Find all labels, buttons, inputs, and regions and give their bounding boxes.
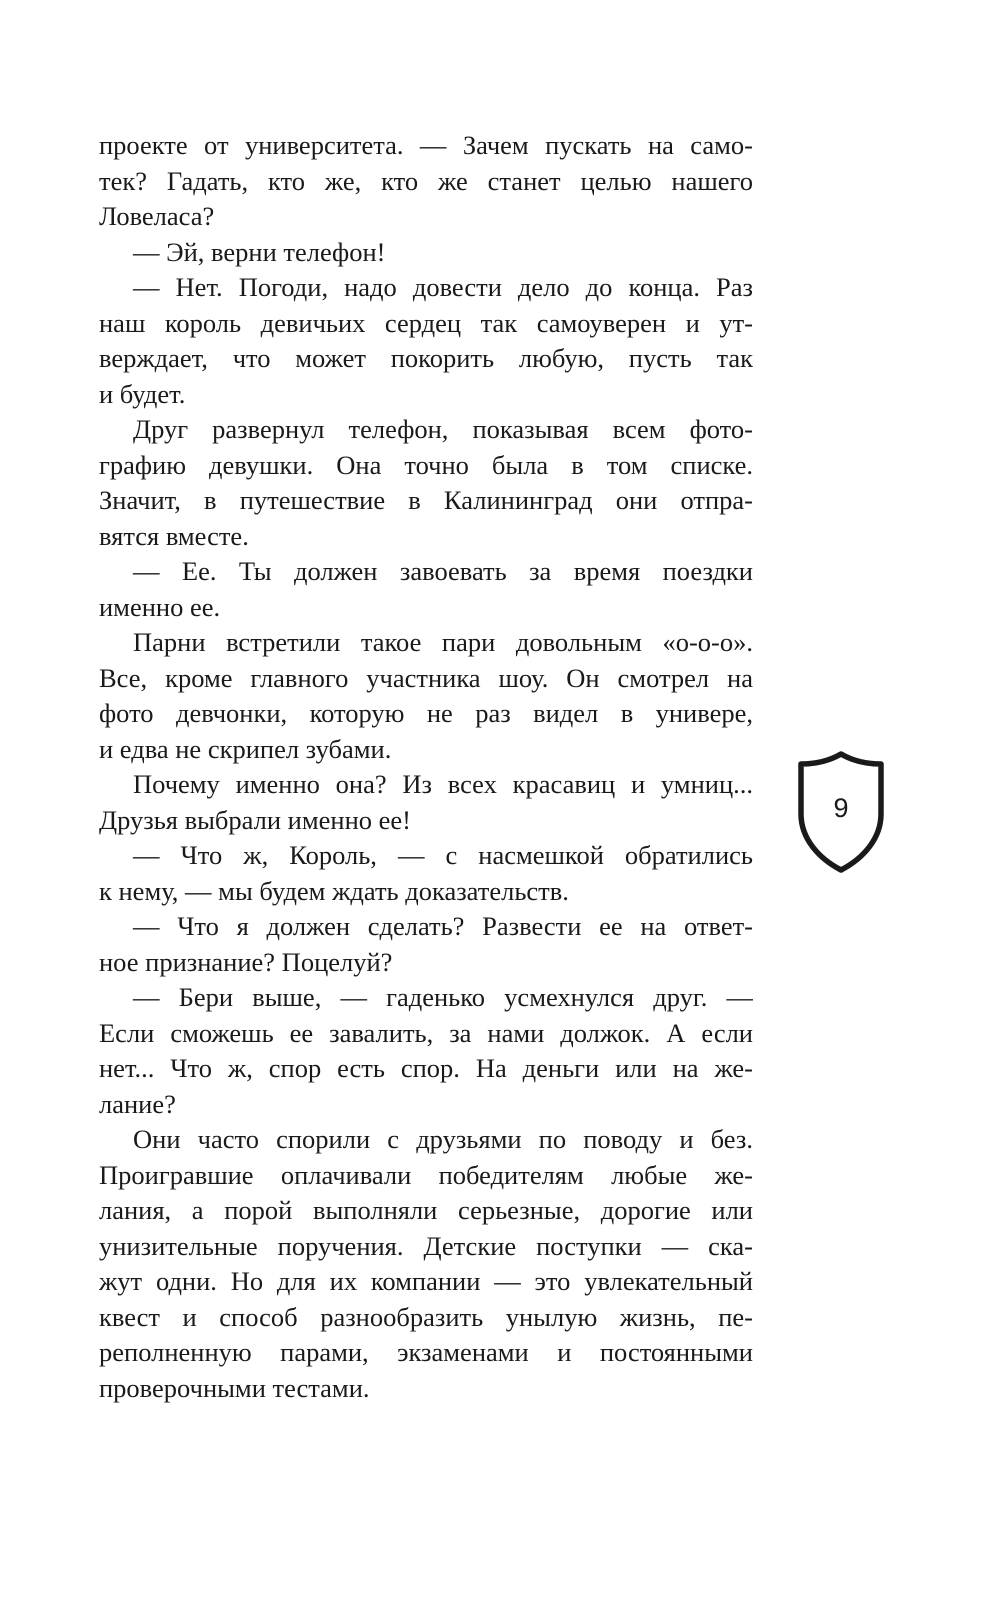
text-line: верждает, что может покорить любую, пусть так: [99, 343, 753, 373]
text-line: — Что я должен сделать? Развести ее на ответ-: [133, 911, 753, 941]
text-line: — Эй, верни телефон!: [133, 236, 386, 267]
text-line: жут одни. Но для их компании — это увлекательный: [99, 1266, 753, 1296]
text-line: к нему, — мы будем ждать доказательств.: [99, 875, 569, 906]
text-line: Ловеласа?: [99, 201, 215, 231]
text-line: Друг развернул телефон, показывая всем фото-: [133, 414, 753, 444]
text-line: Проигравшие оплачивали победителям любые же-: [99, 1159, 753, 1190]
page-number-badge: [795, 748, 887, 876]
text-line: реполненную парами, экзаменами и постоянными: [99, 1337, 753, 1367]
text-line: квест и способ разнообразить унылую жизнь, пе-: [99, 1301, 753, 1332]
text-line: тек? Гадать, кто же, кто же станет целью нашего: [99, 165, 753, 196]
text-line: — Бери выше, — гаденько усмехнулся друг. —: [133, 982, 753, 1012]
text-line: Парни встретили такое пари довольным «о-о-о».: [133, 627, 753, 657]
text-line: и будет.: [99, 378, 186, 409]
text-line: Если сможешь ее завалить, за нами должок. А если: [99, 1017, 753, 1048]
text-line: — Ее. Ты должен завоевать за время поездки: [133, 556, 753, 586]
text-line: наш король девичьих сердец так самоуверен и ут-: [99, 307, 753, 338]
text-line: лания, а порой выполняли серьезные, дорогие или: [99, 1195, 753, 1225]
text-line: проверочными тестами.: [99, 1372, 370, 1403]
text-line: Значит, в путешествие в Калининград они отпра-: [99, 485, 753, 515]
text-line: фото девчонки, которую не раз видел в универе,: [99, 698, 753, 728]
text-line: проекте от университета. — Зачем пускать на само-: [99, 130, 753, 160]
text-line: Все, кроме главного участника шоу. Он смотрел на: [99, 662, 753, 693]
text-line: Друзья выбрали именно ее!: [99, 804, 411, 835]
page-number: 9: [833, 793, 849, 823]
text-line: именно ее.: [99, 591, 221, 622]
text-line: вятся вместе.: [99, 520, 249, 551]
text-line: графию девушки. Она точно была в том списке.: [99, 449, 753, 480]
text-line: — Что ж, Король, — с насмешкой обратились: [133, 840, 753, 870]
text-line: — Нет. Погоди, надо довести дело до конца. Раз: [133, 272, 753, 302]
text-line: нет... Что ж, спор есть спор. На деньги или на же-: [99, 1053, 753, 1083]
text-line: ное признание? Поцелуй?: [99, 946, 393, 977]
text-line: Почему именно она? Из всех красавиц и умниц...: [133, 769, 753, 799]
text-line: унизительные поручения. Детские поступки — ска-: [99, 1230, 753, 1261]
text-line: лание?: [99, 1088, 176, 1119]
book-page-text: [99, 128, 753, 1406]
text-line: Они часто спорили с друзьями по поводу и без.: [133, 1124, 753, 1154]
text-line: и едва не скрипел зубами.: [99, 733, 392, 764]
